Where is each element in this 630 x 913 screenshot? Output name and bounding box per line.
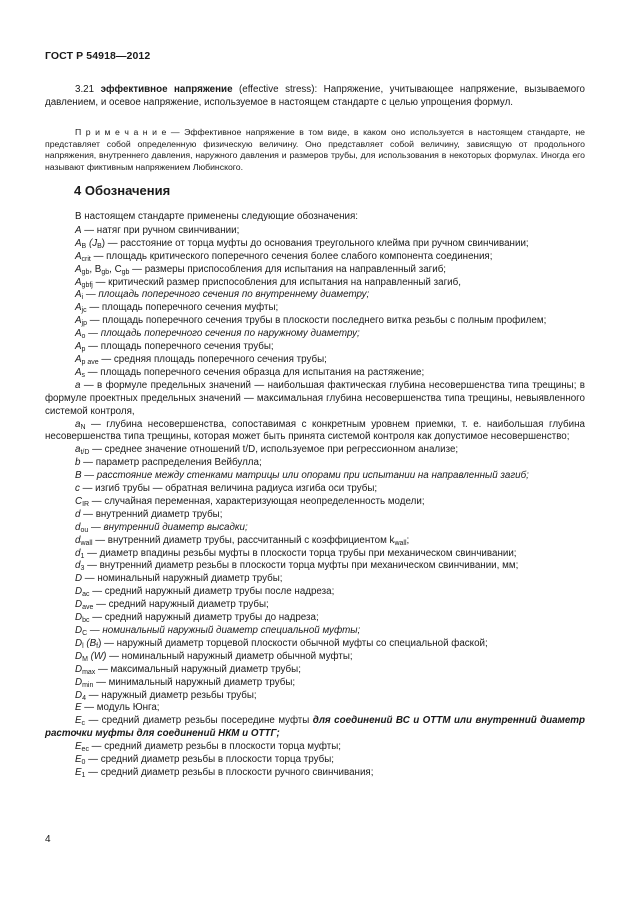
symbol: D [75, 586, 83, 598]
symbol-entry [45, 586, 585, 599]
symbol-description: — натяг при ручном свинчивании; [81, 224, 240, 236]
symbol-alt: (B [83, 637, 97, 649]
subscript: p ave [81, 358, 99, 366]
symbol: D [75, 637, 83, 649]
symbol-entry [45, 238, 585, 251]
symbol: A [75, 289, 82, 301]
symbol: a [75, 379, 81, 391]
symbol: c [75, 483, 80, 495]
symbol: D [75, 689, 83, 701]
symbol-entry [45, 444, 585, 457]
symbol-description: — расстояние между стенками матрицы или опорами при испытании на направленный загиб; [81, 470, 529, 482]
symbol-description: — внутренний диаметр резьбы в плоскости торца муфты при механическом свинчивании, мм; [84, 560, 519, 572]
symbol: E [75, 741, 82, 753]
symbol: d [75, 508, 81, 520]
symbol-description: — максимальный наружный диаметр трубы; [95, 663, 301, 675]
symbol-entry [45, 573, 585, 586]
symbol-description: — критический размер приспособления для испытания на направленный загиб, [92, 276, 461, 288]
note-text: — Эффективное напряжение в том виде, в каком оно используется в настоящем стандарте, не представляет собой определенную физическую величину. Оно представляет собой величину, зависящую от продольного напряжения, внутреннего давления, наружного давления и размеров трубы, для использования в некоторых формулах. Иногда его называют фиктивным напряжением Любинского. [45, 127, 585, 172]
symbol: E [75, 715, 82, 727]
symbol: a [75, 444, 81, 456]
subscript: p [81, 346, 86, 354]
symbol-description: — площадь поперечного сечения трубы; [85, 341, 274, 353]
symbol-description: — глубина несовершенства, сопоставимая с конкретным уровнем приемки, т. е. наибольшая глубина несовершенства типа трещины, которая может быть принята системой контроля как допустимое несовершенство; [45, 418, 585, 443]
symbol: D [75, 612, 83, 624]
symbol: b [75, 457, 81, 469]
section-title: 4 Обозначения [74, 183, 171, 198]
symbol-entry [45, 354, 585, 367]
symbol-description: — средний диаметр резьбы в плоскости ручного свинчивания; [85, 766, 374, 778]
symbol: A [75, 237, 82, 249]
note-paragraph [45, 127, 585, 173]
symbol-entry [45, 457, 585, 470]
symbol-description: ; [406, 534, 410, 546]
symbol-entry [45, 496, 585, 509]
symbol-entry [45, 341, 585, 354]
symbol-alt: (W) [87, 650, 107, 662]
symbol-description: — случайная переменная, характеризующая неопределенность модели; [89, 495, 425, 507]
symbol-description: — номинальный наружный диаметр специальной муфты; [87, 625, 361, 636]
symbol: A [75, 353, 82, 365]
symbol-description: — расстояние от торца муфты до основания треугольного клейма при ручном свинчивании; [105, 237, 529, 249]
subscript: B [97, 242, 102, 250]
symbol-entry [45, 302, 585, 315]
symbol-description: — внутренний диаметр высадки; [88, 521, 248, 533]
symbols-entries [45, 225, 585, 780]
symbol-entry [45, 328, 585, 341]
symbol: D [75, 625, 83, 636]
symbol-description: — площадь поперечного сечения трубы в плоскости последнего витка резьбы с полным профилем; [87, 315, 547, 327]
subscript: 1 [81, 771, 86, 779]
symbol-description: — средняя площадь поперечного сечения трубы; [98, 353, 327, 365]
page-header: ГОСТ Р 54918—2012 [45, 50, 151, 62]
section-intro: В настоящем стандарте применены следующие обозначения: [75, 211, 359, 222]
symbol-entry [45, 367, 585, 380]
subscript: c [81, 720, 86, 728]
symbol-entry [45, 612, 585, 625]
symbol-description-emphasis: для соединений ВС и ОТТМ или внутренний диаметр расточки муфты для соединений НКМ и ОТТГ; [45, 715, 586, 740]
symbol: d [75, 521, 81, 533]
symbol: A [75, 315, 82, 327]
subscript: min [82, 681, 94, 689]
symbol: d [75, 547, 81, 559]
symbol: A [75, 276, 82, 288]
symbol-entry [45, 264, 585, 277]
definition-text: (effective stress): Напряжение, учитывающее напряжение, вызываемого давлением, и осевое напряжение, используемое в настоящем стандарте с целью упрощения формул. [45, 84, 585, 108]
subscript: s [81, 371, 86, 379]
subscript: C [82, 630, 88, 637]
subscript: IR [82, 500, 90, 508]
subscript: wall [80, 539, 93, 547]
symbol-entry [45, 522, 585, 535]
subscript: f [96, 642, 99, 650]
symbol-entry [45, 599, 585, 612]
symbol-entry [45, 664, 585, 677]
subscript: gb [81, 268, 90, 276]
symbol-description: — площадь поперечного сечения образца для испытания на растяжение; [85, 366, 425, 378]
symbol-entry [45, 754, 585, 767]
symbol-entry [45, 277, 585, 290]
definition-paragraph [45, 83, 585, 109]
symbol-description: — модуль Юнга; [81, 702, 160, 714]
symbol: D [75, 573, 83, 585]
subscript: 4 [82, 694, 86, 702]
symbol: D [75, 599, 83, 611]
symbol-description: — в формуле предельных значений — наибольшая фактическая глубина несовершенства типа трещины; в формуле проектных предельных значений — максимальная глубина несовершенства типа трещины, невыявленного системой контроля, [45, 379, 585, 417]
symbol-description: — средний наружный диаметр трубы до надреза; [89, 612, 319, 624]
symbol-description: — размеры приспособления для испытания на направленный загиб; [129, 263, 447, 275]
subscript: wall [394, 539, 407, 547]
symbol: A [75, 263, 82, 275]
subscript: gb [121, 268, 130, 276]
symbol: A [75, 341, 82, 353]
subscript: jp [81, 320, 87, 328]
symbol: A [75, 302, 82, 314]
symbol-entry [45, 483, 585, 496]
symbol-entry [45, 651, 585, 664]
page-number: 4 [45, 834, 51, 845]
symbol: d [75, 560, 81, 572]
symbol-description: — минимальный наружный диаметр трубы; [93, 676, 296, 688]
symbol: C [75, 495, 83, 507]
subscript: ou [80, 526, 89, 534]
symbol-description: — диаметр впадины резьбы муфты в плоскости торца трубы при механическом свинчивании; [84, 547, 517, 559]
symbol-entry [45, 702, 585, 715]
definition-term: эффективное напряжение [100, 84, 233, 95]
symbol-description: — средний диаметр резьбы в плоскости торца муфты; [88, 741, 341, 753]
subscript: B [81, 242, 87, 250]
subscript: 3 [80, 565, 85, 573]
symbol: A [75, 366, 82, 378]
symbol-alt-end: ) [101, 237, 106, 249]
subscript: max [82, 668, 96, 676]
symbol: A [75, 250, 82, 262]
symbol-entry [45, 638, 585, 651]
subscript: gb [101, 268, 110, 276]
subscript: 1 [80, 552, 85, 560]
symbol-entry [45, 419, 585, 445]
symbol-entry [45, 625, 585, 638]
subscript: ave [82, 604, 94, 612]
symbol-entry [45, 535, 585, 548]
symbol: D [75, 676, 83, 688]
symbol-description: — площадь поперечного сечения по наружному диаметру; [85, 328, 360, 340]
symbol-description: , B [89, 263, 102, 275]
symbol: D [75, 663, 83, 675]
symbol: E [75, 754, 82, 766]
symbol-entry [45, 677, 585, 690]
symbol-entry [45, 289, 585, 302]
note-block [45, 127, 585, 173]
symbol-description: — средний наружный диаметр трубы; [93, 599, 269, 611]
subscript: 0 [81, 759, 86, 767]
symbol-description: — площадь критического поперечного сечения более слабого компонента соединения; [90, 250, 493, 262]
subscript: t/D [80, 449, 90, 457]
symbol: A [75, 328, 82, 340]
subscript: bc [82, 617, 90, 625]
subscript: N [80, 423, 86, 431]
symbol-entry [45, 225, 585, 238]
symbol-description: — наружный диаметр торцевой плоскости обычной муфты со специальной фаской; [101, 637, 488, 649]
symbol-description: — наружный диаметр резьбы трубы; [85, 689, 257, 701]
symbol-description: — среднее значение отношений t/D, используемое при регрессионном анализе; [89, 444, 459, 456]
symbol: E [75, 766, 82, 778]
subscript: l [82, 642, 84, 650]
subscript: ec [81, 746, 89, 754]
symbol-description: — номинальный наружный диаметр обычной муфты; [106, 650, 353, 662]
symbol-entry [45, 548, 585, 561]
symbol-entry [45, 690, 585, 703]
symbol: D [75, 650, 83, 662]
symbol-description: — внутренний диаметр трубы, рассчитанный с коэффициентом k [92, 534, 395, 546]
symbol-entry [45, 251, 585, 264]
subscript: M [82, 655, 88, 663]
subscript: crit [81, 255, 91, 263]
symbol-description: — параметр распределения Вейбулла; [80, 457, 262, 469]
symbol-description: — номинальный наружный диаметр трубы; [82, 573, 283, 585]
subscript: gbfj [81, 281, 93, 289]
symbol-entry [45, 767, 585, 780]
symbol-entry [45, 380, 585, 419]
symbol-entry [45, 560, 585, 573]
symbol: a [75, 418, 81, 430]
symbol: B [75, 470, 82, 482]
subscript: ac [82, 591, 90, 599]
symbol-description: — средний наружный диаметр трубы после надреза; [89, 586, 335, 598]
symbol: A [75, 224, 82, 236]
subscript: jc [81, 307, 87, 315]
note-label: П р и м е ч а н и е [75, 127, 167, 137]
symbol: E [75, 702, 82, 714]
symbol-description: — средний диаметр резьбы в плоскости торца трубы; [85, 754, 334, 766]
symbol-entry [45, 741, 585, 754]
symbol-description: , C [109, 263, 122, 275]
symbol: d [75, 534, 81, 546]
definition-3-21 [45, 83, 585, 109]
symbol-description: — площадь поперечного сечения по внутреннему диаметру; [83, 289, 370, 301]
symbol-description: — площадь поперечного сечения муфты; [86, 302, 279, 314]
symbol-description: — средний диаметр резьбы посередине муфты [85, 715, 313, 727]
subscript: o [81, 333, 86, 341]
symbol-entry [45, 315, 585, 328]
symbol-description: — внутренний диаметр трубы; [80, 508, 223, 520]
subscript: i [81, 294, 84, 302]
symbol-entry [45, 470, 585, 483]
symbol-alt-end: ) [98, 637, 102, 649]
symbol-description: — изгиб трубы — обратная величина радиуса изгиба оси трубы; [79, 483, 378, 495]
symbols-list [45, 211, 585, 780]
symbol-entry [45, 715, 585, 741]
definition-number: 3.21 [75, 84, 95, 95]
symbol-entry [45, 509, 585, 522]
symbol-alt: (J [86, 237, 98, 249]
